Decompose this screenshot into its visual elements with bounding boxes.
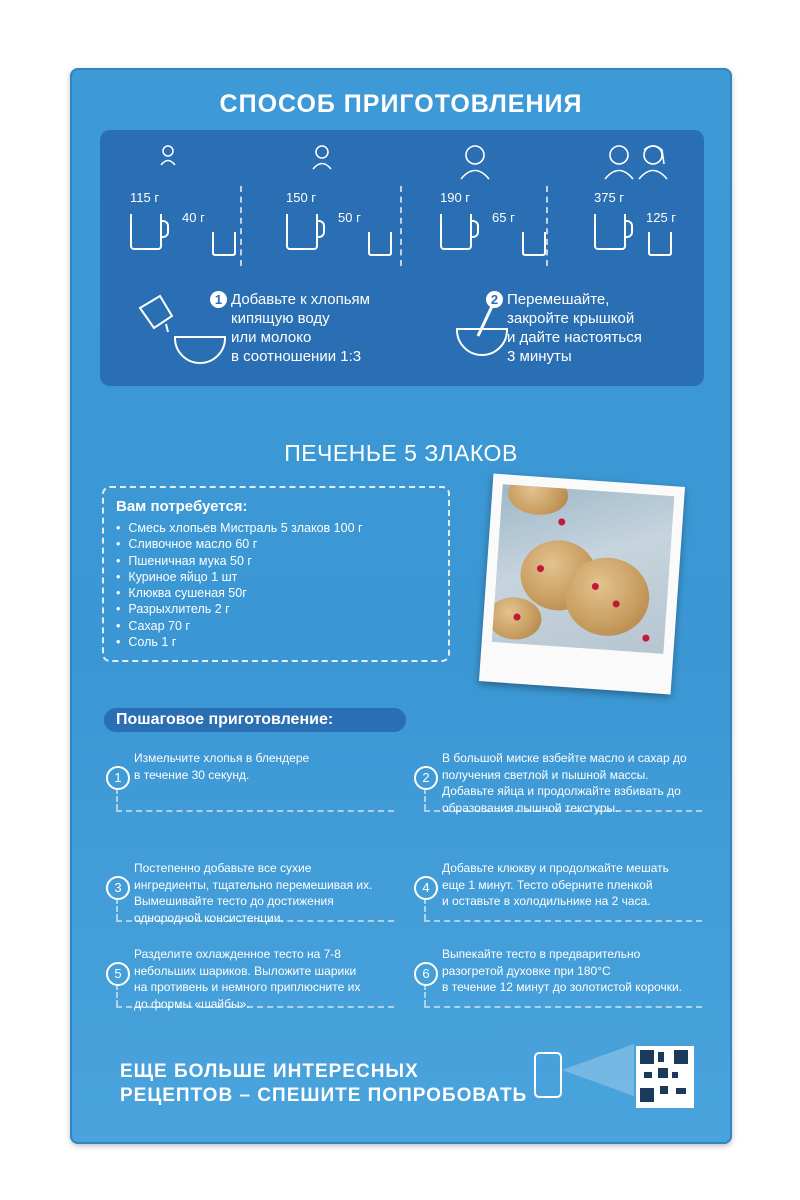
step-number: 4 bbox=[414, 876, 438, 900]
step-line: получения светлой и пышной массы. bbox=[442, 767, 649, 782]
portion-4 bbox=[594, 144, 724, 274]
recipe-step-4 bbox=[414, 860, 696, 920]
recipe-step-6 bbox=[414, 946, 696, 1006]
phone-icon bbox=[534, 1052, 562, 1098]
step-line: ингредиенты, тщательно перемешивая их. bbox=[134, 877, 373, 892]
step-line: В большой миске взбейте масло и сахар до bbox=[442, 751, 687, 765]
method-step-text: Добавьте к хлопьям bbox=[231, 291, 370, 308]
step-line: небольших шариков. Выложите шарики bbox=[134, 963, 357, 978]
measuring-jug-icon bbox=[440, 214, 472, 250]
measuring-cup-icon bbox=[522, 232, 546, 256]
step-number: 1 bbox=[106, 766, 130, 790]
recipe-title: ПЕЧЕНЬЕ 5 ЗЛАКОВ bbox=[284, 440, 518, 466]
step-number: 6 bbox=[414, 962, 438, 986]
divider bbox=[424, 984, 426, 1006]
ingredient-item: • Пшеничная мука 50 г bbox=[116, 553, 363, 569]
step-line: на противень и немного приплюсните их bbox=[134, 980, 361, 994]
method-step-text: кипящую воду bbox=[231, 310, 330, 327]
step-line: Разделите охлажденное тесто на 7-8 bbox=[134, 947, 341, 961]
ingredient-item: • Смесь хлопьев Мистраль 5 злаков 100 г bbox=[116, 520, 363, 536]
ingredients-list bbox=[116, 520, 363, 650]
portion-flakes-amount: 150 г bbox=[286, 190, 317, 205]
method-step-text: 3 минуты bbox=[507, 348, 572, 365]
method-step-text: или молоко bbox=[231, 329, 312, 346]
method-step-text: в соотношении 1:3 bbox=[231, 348, 362, 365]
step-text bbox=[442, 750, 698, 816]
ingredient-item: • Разрыхлитель 2 г bbox=[116, 601, 363, 617]
ingredients-title: Вам потребуется: bbox=[116, 498, 248, 515]
step-line: Выпекайте тесто в предварительно bbox=[442, 947, 641, 961]
step-line: разогретой духовке при 180°С bbox=[442, 963, 611, 978]
recipe-step-5 bbox=[106, 946, 388, 1011]
step-line: Вымешивайте тесто до достижения bbox=[134, 894, 334, 908]
divider bbox=[240, 186, 242, 266]
step-number: 5 bbox=[106, 962, 130, 986]
ingredient-item: • Куриное яйцо 1 шт bbox=[116, 569, 363, 585]
portion-liquid-amount: 125 г bbox=[646, 210, 677, 225]
method-step-text: Перемешайте, bbox=[507, 291, 610, 308]
divider bbox=[116, 788, 118, 810]
step-line: до формы «шайбы». bbox=[134, 996, 250, 1011]
divider bbox=[116, 810, 394, 812]
step-number: 2 bbox=[486, 291, 503, 308]
portion-3 bbox=[440, 144, 570, 274]
method-step-text: закройте крышкой bbox=[507, 310, 635, 327]
recipe-step-2 bbox=[414, 750, 696, 815]
cookie bbox=[507, 484, 570, 517]
step-line: Измельчите хлопья в блендере bbox=[134, 751, 310, 765]
method-step-text: и дайте настояться bbox=[507, 329, 642, 346]
divider bbox=[424, 920, 702, 922]
divider bbox=[424, 898, 426, 920]
step-line: образования пышной текстуры. bbox=[442, 800, 619, 815]
ingredients-box bbox=[102, 486, 450, 662]
measuring-jug-icon bbox=[286, 214, 318, 250]
cookie-photo bbox=[479, 474, 685, 695]
divider bbox=[424, 788, 426, 810]
divider bbox=[546, 186, 548, 266]
person-icon bbox=[312, 144, 332, 184]
step-text bbox=[442, 946, 698, 996]
step-text bbox=[442, 860, 698, 910]
person-icon bbox=[460, 144, 490, 184]
divider bbox=[116, 984, 118, 1006]
divider bbox=[424, 810, 702, 812]
step-line: в течение 30 секунд. bbox=[134, 767, 250, 782]
ingredient-item: • Клюква сушеная 50г bbox=[116, 585, 363, 601]
measuring-jug-icon bbox=[130, 214, 162, 250]
divider bbox=[424, 1006, 702, 1008]
measuring-cup-icon bbox=[648, 232, 672, 256]
cranberry bbox=[642, 634, 649, 641]
portion-flakes-amount: 375 г bbox=[594, 190, 625, 205]
step-line: и оставьте в холодильнике на 2 часа. bbox=[442, 894, 651, 908]
divider bbox=[116, 898, 118, 920]
scan-beam-icon bbox=[562, 1044, 634, 1096]
cookie-photo-image bbox=[492, 484, 675, 654]
package-back bbox=[70, 68, 732, 1144]
step-line: еще 1 минут. Тесто оберните пленкой bbox=[442, 877, 653, 892]
recipe-step-3 bbox=[106, 860, 388, 925]
divider bbox=[400, 186, 402, 266]
portion-liquid-amount: 40 г bbox=[182, 210, 205, 225]
measuring-jug-icon bbox=[594, 214, 626, 250]
step-line: однородной консистенции. bbox=[134, 910, 284, 925]
portion-flakes-amount: 190 г bbox=[440, 190, 471, 205]
portion-liquid-amount: 65 г bbox=[492, 210, 515, 225]
measuring-cup-icon bbox=[368, 232, 392, 256]
cranberry bbox=[558, 518, 565, 525]
portion-2 bbox=[286, 144, 416, 274]
portion-flakes-amount: 115 г bbox=[130, 190, 160, 205]
steps-title: Пошаговое приготовление: bbox=[104, 708, 406, 732]
step-number: 3 bbox=[106, 876, 130, 900]
ingredient-item: • Сливочное масло 60 г bbox=[116, 536, 363, 552]
measuring-cup-icon bbox=[212, 232, 236, 256]
step-text bbox=[134, 860, 390, 926]
footer-line: РЕЦЕПТОВ – СПЕШИТЕ ПОПРОБОВАТЬ bbox=[120, 1085, 528, 1106]
step-line: в течение 12 минут до золотистой корочки. bbox=[442, 980, 682, 994]
ingredient-item: • Сахар 70 г bbox=[116, 618, 363, 634]
method-step-2 bbox=[486, 290, 642, 366]
divider bbox=[116, 920, 394, 922]
ingredient-item: • Соль 1 г bbox=[116, 634, 363, 650]
family-icon bbox=[604, 144, 668, 184]
recipe-step-1 bbox=[106, 750, 388, 810]
page-title: СПОСОБ ПРИГОТОВЛЕНИЯ bbox=[219, 90, 583, 118]
divider bbox=[116, 1006, 394, 1008]
step-text bbox=[134, 946, 390, 1012]
step-number: 1 bbox=[210, 291, 227, 308]
method-step-1 bbox=[210, 290, 370, 366]
step-text bbox=[134, 750, 390, 783]
person-icon bbox=[160, 144, 176, 184]
step-number: 2 bbox=[414, 766, 438, 790]
qr-code[interactable] bbox=[636, 1046, 694, 1108]
step-line: Постепенно добавьте все сухие bbox=[134, 861, 312, 875]
step-line: Добавьте клюкву и продолжайте мешать bbox=[442, 861, 669, 875]
footer-line: ЕЩЕ БОЛЬШЕ ИНТЕРЕСНЫХ bbox=[120, 1061, 419, 1082]
portion-liquid-amount: 50 г bbox=[338, 210, 361, 225]
method-panel bbox=[100, 130, 704, 386]
footer-promo bbox=[120, 1060, 527, 1108]
step-line: Добавьте яйца и продолжайте взбивать до bbox=[442, 784, 681, 798]
